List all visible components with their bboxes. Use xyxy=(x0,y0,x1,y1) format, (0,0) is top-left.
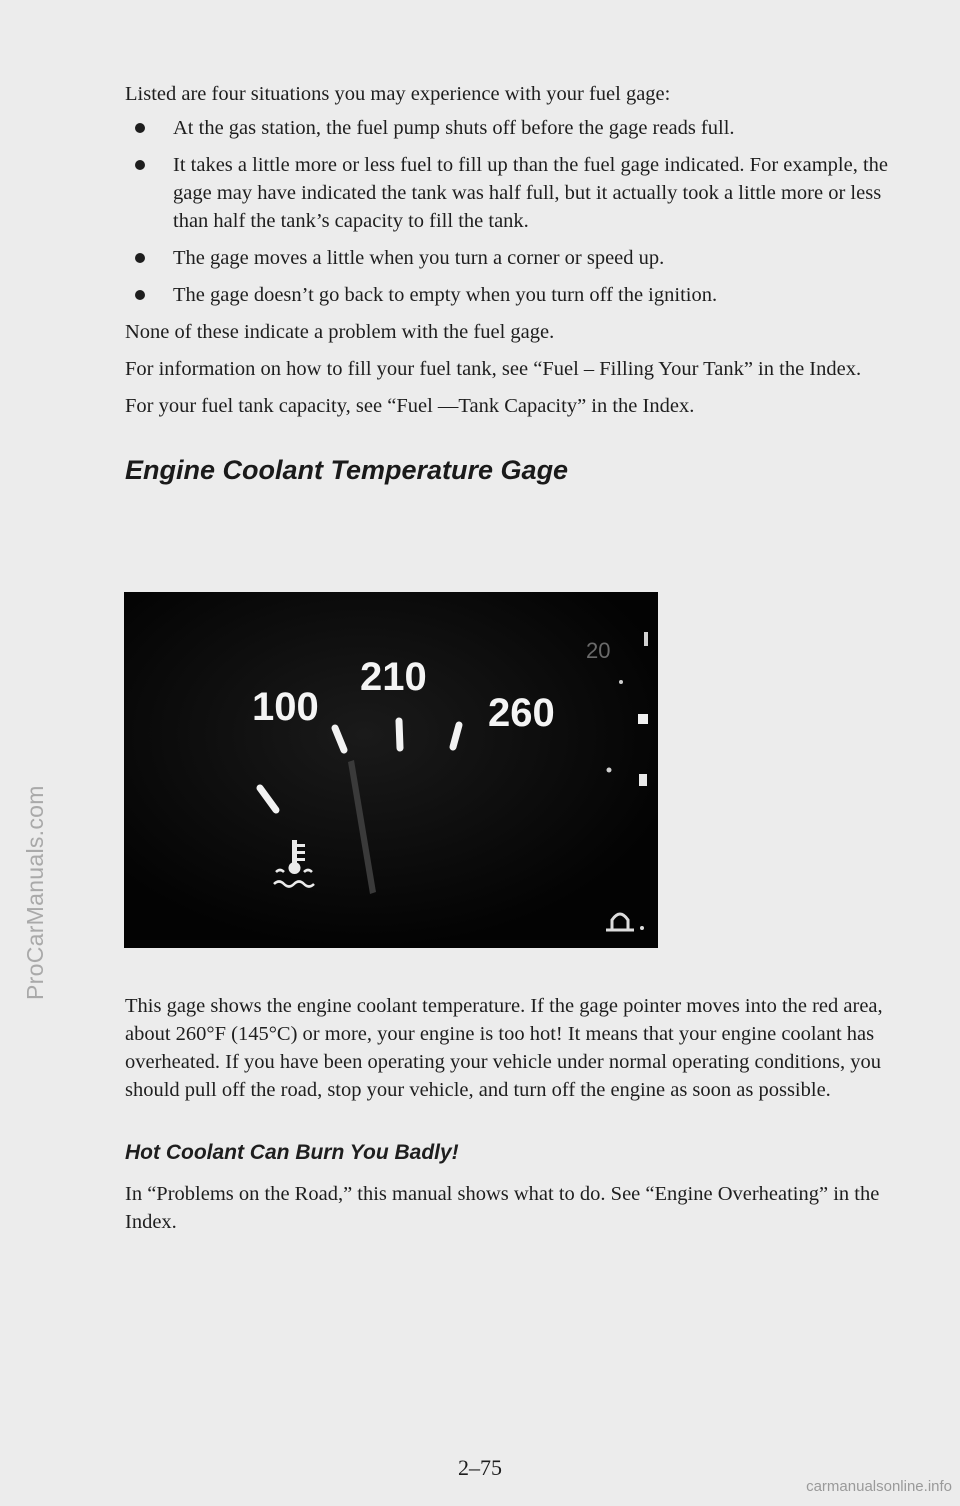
page-content xyxy=(125,80,915,486)
list-item: The gage doesn’t go back to empty when you turn off the ignition. xyxy=(125,281,915,309)
closing-paragraph: In “Problems on the Road,” this manual shows what to do. See “Engine Overheating” in the Index. xyxy=(125,1183,880,1233)
tick-mark xyxy=(638,714,648,724)
gauge-label-100: 100 xyxy=(252,685,319,729)
gauge-label-260: 260 xyxy=(488,691,555,735)
gauge-label-210: 210 xyxy=(360,655,427,699)
section-title: Engine Coolant Temperature Gage xyxy=(125,455,569,485)
footer-watermark: carmanualsonline.info xyxy=(806,1478,952,1495)
bullet-icon xyxy=(135,160,145,170)
tick-mark xyxy=(399,721,400,748)
indicator-dot xyxy=(607,768,612,773)
intro-text: Listed are four situations you may experience with your fuel gage: xyxy=(125,83,671,105)
tick-mark xyxy=(639,774,647,786)
warning-subheading: Hot Coolant Can Burn You Badly! xyxy=(125,1141,459,1164)
side-watermark: ProCarManuals.com xyxy=(22,785,48,1000)
gauge-description: This gage shows the engine coolant temperature. If the gage pointer moves into the red area, about 260°F (145°C) or more, your engine is too hot! It means that your engine coolant has overheated. If you have been operating your vehicle under normal operating conditions, you should pull off the road, stop your vehicle, and turn off the engine as soon as possible. xyxy=(125,995,883,1101)
lower-content xyxy=(125,992,915,1236)
paragraph: None of these indicate a problem with the fuel gage. xyxy=(125,321,555,343)
gauge-drawing xyxy=(124,592,658,948)
coolant-gauge-photo xyxy=(124,592,658,948)
page-number: 2–75 xyxy=(458,1455,502,1480)
paragraph: For your fuel tank capacity, see “Fuel —Tank Capacity” in the Index. xyxy=(125,395,695,417)
tick-mark xyxy=(644,632,648,646)
paragraph: For information on how to fill your fuel tank, see “Fuel – Filling Your Tank” in the Index. xyxy=(125,358,862,380)
list-item: The gage moves a little when you turn a corner or speed up. xyxy=(125,244,915,272)
list-item: At the gas station, the fuel pump shuts off before the gage reads full. xyxy=(125,114,915,142)
situation-list xyxy=(125,114,915,309)
list-item: It takes a little more or less fuel to fill up than the fuel gage indicated. For example, the gage may have indicated the tank was half full, but it actually took a little more or less than half the tank’s capacity to fill the tank. xyxy=(125,151,915,235)
gauge-label-corner: 20 xyxy=(586,638,611,663)
bullet-icon xyxy=(135,123,145,133)
bullet-icon xyxy=(135,290,145,300)
bullet-icon xyxy=(135,253,145,263)
indicator-dot xyxy=(619,680,623,684)
